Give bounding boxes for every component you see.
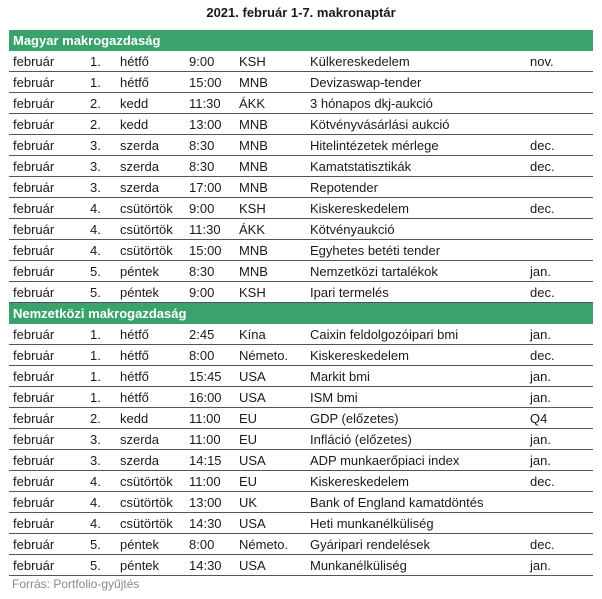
day-cell: 5.	[90, 537, 101, 552]
event-cell: Caixin feldolgozóipari bmi	[310, 327, 459, 342]
time-cell: 8:00	[189, 537, 215, 552]
period-cell: dec.	[530, 201, 555, 216]
calendar-title: 2021. február 1-7. makronaptár	[206, 5, 396, 20]
table-row	[9, 366, 593, 387]
period-cell: nov.	[530, 54, 554, 69]
table-row	[9, 219, 593, 240]
weekday-cell: hétfő	[120, 348, 149, 363]
day-cell: 5.	[90, 285, 101, 300]
source-cell: EU	[239, 432, 258, 447]
weekday-cell: szerda	[120, 432, 160, 447]
source-cell: KSH	[239, 54, 266, 69]
weekday-cell: péntek	[120, 558, 160, 573]
day-cell: 3.	[90, 138, 101, 153]
day-cell: 4.	[90, 222, 101, 237]
time-cell: 14:15	[189, 453, 222, 468]
table-row	[9, 240, 593, 261]
month-cell: február	[13, 327, 55, 342]
month-cell: február	[13, 411, 55, 426]
event-cell: Gyáripari rendelések	[310, 537, 430, 552]
month-cell: február	[13, 537, 55, 552]
period-cell: dec.	[530, 474, 555, 489]
time-cell: 14:30	[189, 558, 222, 573]
month-cell: február	[13, 159, 55, 174]
time-cell: 15:00	[189, 243, 222, 258]
table-row	[9, 114, 593, 135]
table-row	[9, 261, 593, 282]
month-cell: február	[13, 180, 55, 195]
source-cell: EU	[239, 474, 258, 489]
month-cell: február	[13, 75, 55, 90]
weekday-cell: hétfő	[120, 75, 149, 90]
table-row	[9, 534, 593, 555]
weekday-cell: kedd	[120, 411, 149, 426]
weekday-cell: kedd	[120, 96, 149, 111]
time-cell: 8:00	[189, 348, 215, 363]
weekday-cell: hétfő	[120, 327, 149, 342]
source-cell: USA	[239, 516, 266, 531]
time-cell: 9:00	[189, 201, 215, 216]
source-cell: MNB	[239, 243, 268, 258]
day-cell: 4.	[90, 516, 101, 531]
event-cell: Kötvényaukció	[310, 222, 395, 237]
month-cell: február	[13, 96, 55, 111]
day-cell: 2.	[90, 96, 101, 111]
event-cell: Heti munkanélküliség	[310, 516, 434, 531]
month-cell: február	[13, 243, 55, 258]
time-cell: 15:45	[189, 369, 222, 384]
day-cell: 3.	[90, 432, 101, 447]
table-row	[9, 51, 593, 72]
table-row	[9, 429, 593, 450]
time-cell: 8:30	[189, 159, 215, 174]
weekday-cell: szerda	[120, 180, 160, 195]
source-cell: ÁKK	[239, 96, 266, 111]
time-cell: 11:00	[189, 474, 221, 489]
event-cell: Nemzetközi tartalékok	[310, 264, 438, 279]
day-cell: 5.	[90, 558, 101, 573]
source-cell: MNB	[239, 138, 268, 153]
event-cell: Külkereskedelem	[310, 54, 410, 69]
table-row	[9, 177, 593, 198]
time-cell: 17:00	[189, 180, 222, 195]
time-cell: 8:30	[189, 264, 215, 279]
source-cell: EU	[239, 411, 258, 426]
time-cell: 11:30	[189, 222, 221, 237]
month-cell: február	[13, 516, 55, 531]
day-cell: 4.	[90, 495, 101, 510]
period-cell: jan.	[530, 558, 551, 573]
day-cell: 4.	[90, 201, 101, 216]
period-cell: dec.	[530, 348, 555, 363]
period-cell: dec.	[530, 138, 555, 153]
period-cell: jan.	[530, 369, 551, 384]
table-row	[9, 513, 593, 534]
source-cell: ÁKK	[239, 222, 266, 237]
source-cell: MNB	[239, 117, 268, 132]
weekday-cell: szerda	[120, 159, 160, 174]
day-cell: 1.	[90, 348, 101, 363]
table-row	[9, 198, 593, 219]
table-row	[9, 93, 593, 114]
weekday-cell: péntek	[120, 537, 160, 552]
day-cell: 4.	[90, 474, 101, 489]
source-cell: Kína	[239, 327, 266, 342]
month-cell: február	[13, 474, 55, 489]
source-cell: USA	[239, 369, 266, 384]
time-cell: 9:00	[189, 54, 215, 69]
source-cell: UK	[239, 495, 258, 510]
table-row	[9, 450, 593, 471]
period-cell: Q4	[530, 411, 548, 426]
day-cell: 5.	[90, 264, 101, 279]
source-cell: MNB	[239, 264, 268, 279]
weekday-cell: hétfő	[120, 54, 149, 69]
event-cell: Bank of England kamatdöntés	[310, 495, 484, 510]
weekday-cell: csütörtök	[120, 222, 173, 237]
table-row	[9, 492, 593, 513]
source-cell: KSH	[239, 285, 266, 300]
weekday-cell: péntek	[120, 264, 160, 279]
section-header: Nemzetközi makrogazdaság	[9, 303, 593, 324]
period-cell: jan.	[530, 453, 551, 468]
month-cell: február	[13, 558, 55, 573]
section-header: Magyar makrogazdaság	[9, 30, 593, 51]
month-cell: február	[13, 117, 55, 132]
time-cell: 16:00	[189, 390, 222, 405]
source-cell: USA	[239, 558, 266, 573]
time-cell: 2:45	[189, 327, 215, 342]
weekday-cell: csütörtök	[120, 243, 173, 258]
day-cell: 1.	[90, 54, 101, 69]
table-row	[9, 387, 593, 408]
weekday-cell: csütörtök	[120, 516, 173, 531]
source-cell: MNB	[239, 159, 268, 174]
day-cell: 2.	[90, 411, 101, 426]
source-cell: USA	[239, 453, 266, 468]
event-cell: Hitelintézetek mérlege	[310, 138, 439, 153]
period-cell: dec.	[530, 285, 555, 300]
event-cell: 3 hónapos dkj-aukció	[310, 96, 433, 111]
source-cell: KSH	[239, 201, 266, 216]
month-cell: február	[13, 201, 55, 216]
time-cell: 11:00	[189, 432, 221, 447]
month-cell: február	[13, 495, 55, 510]
table-row	[9, 324, 593, 345]
event-cell: Kamatstatisztikák	[310, 159, 412, 174]
period-cell: jan.	[530, 264, 551, 279]
period-cell: dec.	[530, 159, 555, 174]
month-cell: február	[13, 390, 55, 405]
macro-calendar-table	[9, 30, 593, 576]
event-cell: Munkanélküliség	[310, 558, 407, 573]
event-cell: Kiskereskedelem	[310, 474, 409, 489]
source-cell: Németo.	[239, 537, 289, 552]
event-cell: GDP (előzetes)	[310, 411, 399, 426]
event-cell: Kiskereskedelem	[310, 201, 409, 216]
weekday-cell: hétfő	[120, 369, 149, 384]
day-cell: 3.	[90, 159, 101, 174]
weekday-cell: péntek	[120, 285, 160, 300]
month-cell: február	[13, 285, 55, 300]
weekday-cell: csütörtök	[120, 495, 173, 510]
day-cell: 2.	[90, 117, 101, 132]
table-row	[9, 408, 593, 429]
event-cell: Ipari termelés	[310, 285, 389, 300]
time-cell: 14:30	[189, 516, 222, 531]
month-cell: február	[13, 264, 55, 279]
weekday-cell: szerda	[120, 453, 160, 468]
day-cell: 1.	[90, 369, 101, 384]
event-cell: Infláció (előzetes)	[310, 432, 412, 447]
weekday-cell: hétfő	[120, 390, 149, 405]
month-cell: február	[13, 348, 55, 363]
period-cell: jan.	[530, 327, 551, 342]
time-cell: 11:30	[189, 96, 221, 111]
event-cell: ISM bmi	[310, 390, 358, 405]
time-cell: 11:00	[189, 411, 221, 426]
month-cell: február	[13, 432, 55, 447]
table-row	[9, 135, 593, 156]
weekday-cell: szerda	[120, 138, 160, 153]
time-cell: 9:00	[189, 285, 215, 300]
time-cell: 8:30	[189, 138, 215, 153]
event-cell: Kötvényvásárlási aukció	[310, 117, 450, 132]
event-cell: Devizaswap-tender	[310, 75, 422, 90]
source-note: Forrás: Portfolio-gyűjtés	[12, 577, 140, 591]
source-cell: MNB	[239, 75, 268, 90]
month-cell: február	[13, 369, 55, 384]
source-cell: MNB	[239, 180, 268, 195]
month-cell: február	[13, 222, 55, 237]
time-cell: 13:00	[189, 495, 222, 510]
source-cell: Németo.	[239, 348, 289, 363]
weekday-cell: kedd	[120, 117, 149, 132]
source-cell: USA	[239, 390, 266, 405]
day-cell: 1.	[90, 75, 101, 90]
day-cell: 1.	[90, 390, 101, 405]
day-cell: 3.	[90, 453, 101, 468]
event-cell: Repotender	[310, 180, 378, 195]
time-cell: 15:00	[189, 75, 222, 90]
period-cell: jan.	[530, 390, 551, 405]
month-cell: február	[13, 453, 55, 468]
day-cell: 1.	[90, 327, 101, 342]
table-row	[9, 72, 593, 93]
table-row	[9, 345, 593, 366]
table-row	[9, 555, 593, 576]
table-row	[9, 282, 593, 303]
month-cell: február	[13, 138, 55, 153]
period-cell: jan.	[530, 432, 551, 447]
event-cell: Kiskereskedelem	[310, 348, 409, 363]
event-cell: Egyhetes betéti tender	[310, 243, 441, 258]
day-cell: 3.	[90, 180, 101, 195]
time-cell: 13:00	[189, 117, 222, 132]
weekday-cell: csütörtök	[120, 201, 173, 216]
day-cell: 4.	[90, 243, 101, 258]
table-row	[9, 471, 593, 492]
event-cell: ADP munkaerőpiaci index	[310, 453, 460, 468]
period-cell: dec.	[530, 537, 555, 552]
month-cell: február	[13, 54, 55, 69]
table-row	[9, 156, 593, 177]
weekday-cell: csütörtök	[120, 474, 173, 489]
event-cell: Markit bmi	[310, 369, 370, 384]
